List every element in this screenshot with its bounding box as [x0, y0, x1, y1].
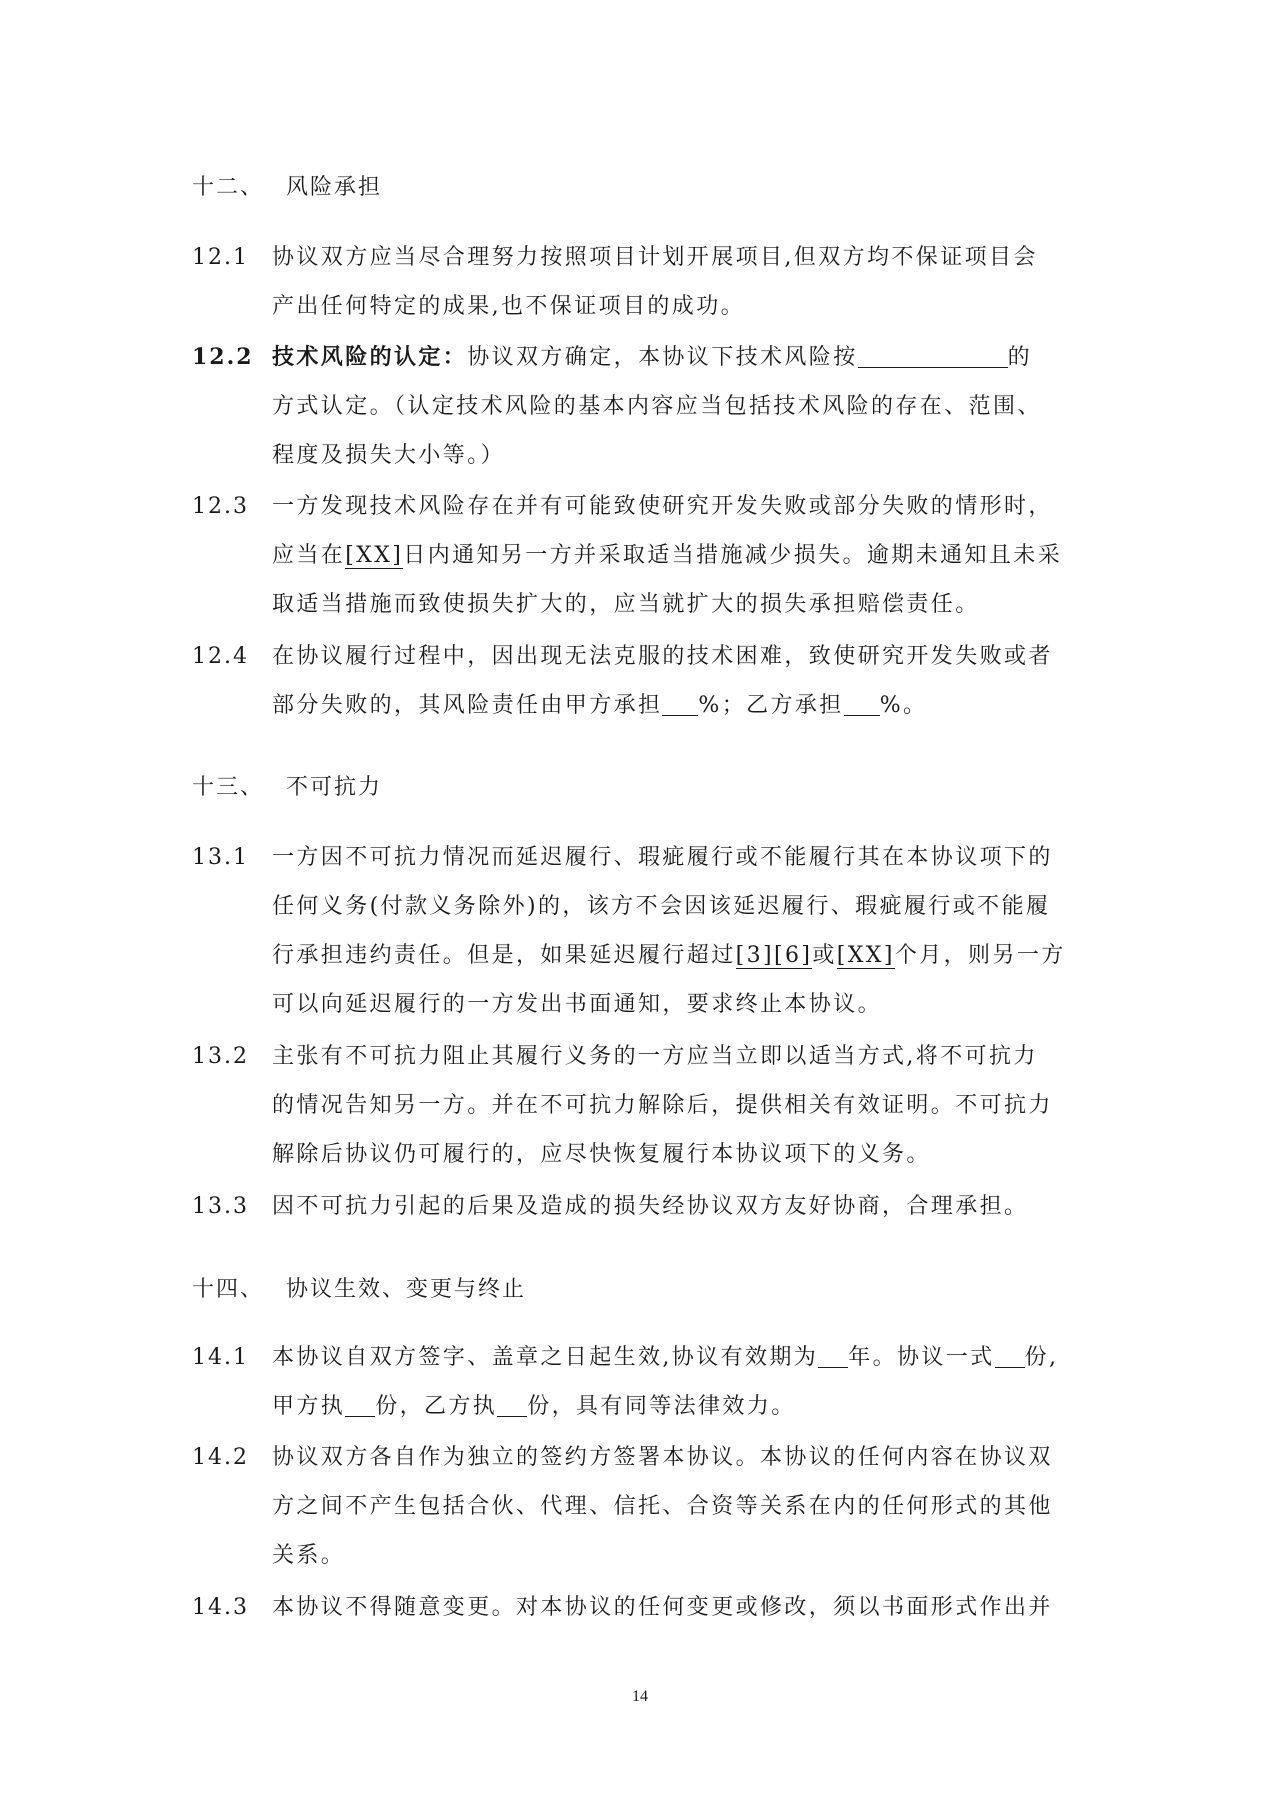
clause-bold-term: 技术风险的认定： — [272, 344, 468, 370]
clause-text: 的 — [1007, 345, 1033, 370]
clause-text: 份，具有同等法律效力。 — [527, 1394, 796, 1419]
clause-text: 部分失败的，其风险责任由甲方承担 — [272, 693, 663, 718]
section-title: 不可抗力 — [286, 775, 383, 800]
clause-number: 13.1 — [192, 845, 249, 870]
clause-number: 14.1 — [192, 1345, 249, 1370]
blank-underline — [497, 1391, 527, 1417]
clause-number: 12.2 — [192, 344, 254, 370]
clause-line — [272, 681, 1084, 730]
clause-text: 日内通知另一方并采取适当措施减少损失。逾期未通知且未采 — [403, 543, 1063, 568]
clause-number: 12.1 — [192, 245, 249, 270]
clause-text: 或 — [812, 943, 837, 968]
section-heading-12 — [192, 170, 382, 201]
clause-line: 产出任何特定的成果,也不保证项目的成功。 — [272, 294, 745, 319]
clause-line — [272, 531, 1084, 580]
blank-underline — [818, 1342, 848, 1368]
clause-line: 可以向延迟履行的一方发出书面通知，要求终止本协议。 — [272, 992, 883, 1017]
clause-14-3 — [192, 1583, 1092, 1632]
section-title: 协议生效、变更与终止 — [286, 1277, 527, 1302]
clause-line — [272, 333, 1084, 382]
clause-number: 12.3 — [192, 494, 249, 519]
clause-number: 13.3 — [192, 1194, 249, 1219]
placeholder-days: [XX] — [345, 543, 404, 568]
clause-line: 一方因不可抗力情况而延迟履行、瑕疵履行或不能履行其在本协议项下的 — [272, 845, 1053, 870]
clause-13-2 — [192, 1032, 1092, 1179]
clause-text: 份, — [1024, 1345, 1059, 1370]
clause-14-2 — [192, 1433, 1092, 1580]
clause-line: 程度及损失大小等。） — [272, 443, 506, 468]
clause-text: 甲方执 — [272, 1394, 346, 1419]
clause-14-1 — [192, 1333, 1092, 1431]
clause-12-3 — [192, 482, 1092, 629]
clause-line: 任何义务(付款义务除外)的，该方不会因该延迟履行、瑕疵履行或不能履 — [272, 894, 1051, 919]
clause-line: 方之间不产生包括合伙、代理、信托、合资等关系在内的任何形式的其他 — [272, 1494, 1053, 1519]
clause-line: 一方发现技术风险存在并有可能致使研究开发失败或部分失败的情形时， — [272, 494, 1053, 519]
placeholder-months-custom: [XX] — [836, 943, 895, 968]
clause-number: 13.2 — [192, 1044, 249, 1069]
clause-line — [272, 931, 1084, 980]
clause-number: 14.3 — [192, 1595, 249, 1620]
clause-13-1 — [192, 833, 1092, 1029]
page-number: 14 — [632, 1688, 648, 1705]
clause-line — [272, 1382, 1084, 1431]
blank-underline — [662, 690, 698, 716]
clause-line: 主张有不可抗力阻止其履行义务的一方应当立即以适当方式,将不可抗力 — [272, 1044, 1038, 1069]
clause-text: %。 — [879, 693, 928, 718]
clause-12-2 — [192, 333, 1092, 480]
clause-text: 份，乙方执 — [375, 1394, 498, 1419]
section-heading-13 — [192, 770, 382, 801]
clause-text: 行承担违约责任。但是，如果延迟履行超过 — [272, 943, 736, 968]
clause-number: 12.4 — [192, 644, 249, 669]
clause-12-1 — [192, 233, 1092, 331]
clause-text: 年。协议一式 — [848, 1345, 995, 1370]
clause-text: %；乙方承担 — [698, 693, 844, 718]
blank-underline — [844, 690, 880, 716]
clause-line: 因不可抗力引起的后果及造成的损失经协议双方友好协商，合理承担。 — [272, 1194, 1029, 1219]
clause-line: 协议双方各自作为独立的签约方签署本协议。本协议的任何内容在协议双 — [272, 1445, 1053, 1470]
clause-line: 的情况告知另一方。并在不可抗力解除后，提供相关有效证明。不可抗力 — [272, 1093, 1053, 1118]
section-heading-14 — [192, 1272, 526, 1303]
clause-line: 方式认定。（认定技术风险的基本内容应当包括技术风险的存在、范围、 — [272, 394, 1042, 419]
placeholder-months: [3][6] — [735, 943, 813, 968]
clause-line: 本协议不得随意变更。对本协议的任何变更或修改，须以书面形式作出并 — [272, 1595, 1053, 1620]
clause-text: 本协议自双方签字、盖章之日起生效,协议有效期为 — [272, 1345, 819, 1370]
clause-number: 14.2 — [192, 1445, 249, 1470]
blank-underline — [858, 342, 1008, 368]
section-title: 风险承担 — [286, 175, 383, 200]
clause-13-3 — [192, 1182, 1092, 1231]
clause-line: 协议双方应当尽合理努力按照项目计划开展项目,但双方均不保证项目会 — [272, 245, 1038, 270]
section-number: 十二、 — [192, 175, 265, 200]
section-number: 十四、 — [192, 1277, 265, 1302]
clause-line: 在协议履行过程中，因出现无法克服的技术困难，致使研究开发失败或者 — [272, 644, 1053, 669]
clause-text: 个月，则另一方 — [894, 943, 1066, 968]
section-number: 十三、 — [192, 775, 265, 800]
clause-line — [272, 1333, 1084, 1382]
clause-text: 协议双方确定，本协议下技术风险按 — [467, 345, 858, 370]
blank-underline — [995, 1342, 1025, 1368]
clause-line: 取适当措施而致使损失扩大的，应当就扩大的损失承担赔偿责任。 — [272, 592, 980, 617]
clause-line: 解除后协议仍可履行的，应尽快恢复履行本协议项下的义务。 — [272, 1142, 931, 1167]
blank-underline — [345, 1391, 375, 1417]
clause-line: 关系。 — [272, 1543, 346, 1568]
clause-text: 应当在 — [272, 543, 346, 568]
clause-12-4 — [192, 632, 1092, 730]
